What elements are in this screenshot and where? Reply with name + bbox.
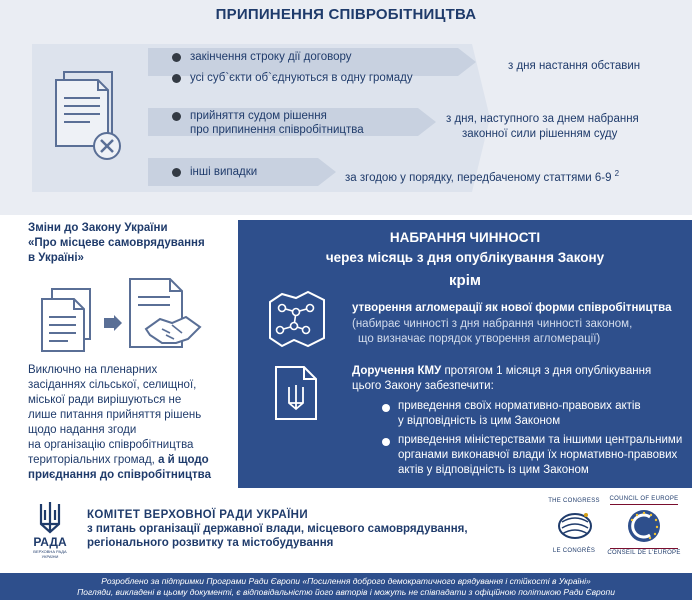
documents-icon (38, 287, 100, 353)
bullet-dot (382, 404, 390, 412)
termination-item-2: усі суб`єкти об`єднуються в одну громаду (190, 72, 413, 84)
bullet-dot (172, 112, 181, 121)
committee-line3: регіонального розвитку та містобудування (87, 537, 334, 549)
document-cancel-icon (50, 70, 130, 162)
handshake-document-icon (126, 277, 204, 357)
law-body-line: міської ради вирішуються не (28, 394, 182, 406)
law-body-line (28, 468, 233, 483)
law-changes-panel (0, 215, 238, 490)
law-header-line2: «Про місцеве самоврядування (28, 237, 205, 249)
termination-item-3 (190, 109, 364, 137)
kmu-bullet-1 (398, 399, 641, 429)
termination-item-1: закінчення строку дії договору (190, 51, 352, 63)
committee-line1: КОМІТЕТ ВЕРХОВНОЇ РАДИ УКРАЇНИ (87, 509, 309, 521)
rada-subtitle-line2: УКРАЇНИ (41, 554, 59, 559)
result-2-line1: з дня, наступного за днем набрання (446, 113, 639, 125)
law-body-bold-a: а й щодо (158, 454, 209, 466)
entry-except: крім (449, 272, 481, 289)
coe-bottom-label: CONSEIL DE L'EUROPE (607, 550, 681, 556)
law-body-line: лише питання прийняття рішень (28, 409, 202, 421)
entry-title: НАБРАННЯ ЧИННОСТІ (389, 230, 541, 245)
kmu-bullet-2 (398, 433, 682, 478)
rada-wordmark: РАДА (33, 535, 67, 549)
coe-top-label: COUNCIL OF EUROPE (609, 496, 679, 502)
result-3 (345, 166, 619, 186)
kmu-bullet-2-line2: органами виконавчої влади їх нормативно-правових (398, 449, 678, 461)
termination-section (0, 0, 692, 215)
result-3-text: за згодою у порядку, передбаченому статтями 6-9 (345, 171, 612, 184)
agglomeration-note-line1: (набирає чинності з дня набрання чинності законом, (352, 318, 633, 330)
disclaimer-line1: Розроблено за підтримки Програми Ради Європи «Посилення доброго демократичного врядування і стійкості в Україні» (101, 576, 591, 586)
termination-item-3-line1: прийняття судом рішення (190, 110, 327, 122)
bullet-dot (172, 74, 181, 83)
congress-logo (556, 506, 594, 544)
section-title: ПРИПИНЕННЯ СПІВРОБІТНИЦТВА (215, 6, 477, 23)
result-2-line2: законної сили рішенням суду (462, 128, 618, 140)
law-body-text: територіальних громад, (28, 454, 155, 466)
law-body-line (28, 453, 233, 468)
disclaimer-line2: Погляди, викладені в цьому документі, є відповідальністю його авторів і можуть не співпадати з офіційною політикою Ради Європи (77, 587, 615, 597)
law-body-line: щодо надання згоди (28, 424, 137, 436)
law-changes-header (28, 221, 228, 266)
bullet-dot (172, 168, 181, 177)
kmu-bullet-1-line1: приведення своїх нормативно-правових актів (398, 400, 641, 412)
rada-subtitle (22, 549, 78, 559)
footer (0, 492, 692, 572)
agglomeration-text (352, 301, 671, 316)
entry-subtitle: через місяць з дня опублікування Закону (325, 250, 605, 265)
kmu-line1: протягом 1 місяця з дня опублікування (444, 365, 652, 377)
trident-logo (38, 500, 62, 534)
entry-into-force-panel (238, 220, 692, 488)
result-3-superscript: 2 (614, 169, 620, 178)
law-changes-body (28, 363, 233, 483)
kmu-bold: Доручення КМУ (352, 365, 442, 377)
right-arrow-icon (104, 315, 122, 331)
law-body-line: на організацію співробітництва (28, 439, 194, 451)
termination-item-3-line2: про припинення співробітництва (190, 124, 364, 136)
law-header-line1: Зміни до Закону України (28, 222, 168, 234)
kmu-bullet-1-line2: у відповідність із цим Законом (398, 415, 561, 427)
kmu-bullet-2-line1: приведення міністерствами та іншими центральними (398, 434, 683, 446)
termination-item-4: інші випадки (190, 166, 258, 178)
kmu-bullet-2-line3: актів у відповідність із цим Законом (398, 464, 589, 476)
result-2 (446, 112, 639, 142)
agglomeration-note (352, 317, 632, 347)
result-1: з дня настання обставин (508, 60, 641, 72)
law-body-line: засіданнях сільської, селищної, (28, 379, 197, 391)
bullet-dot (382, 438, 390, 446)
agglomeration-note-line2: що визначає порядок утворення агломерації) (358, 333, 601, 345)
law-body-bold-b: приєднання до співробітництва (28, 469, 211, 481)
kmu-text (352, 364, 651, 394)
coe-top-rule (610, 504, 678, 505)
bullet-dot (172, 53, 181, 62)
law-header-line3: в Україні» (28, 252, 84, 264)
agglomeration-map-icon (266, 288, 328, 350)
coe-bottom-rule (610, 548, 678, 549)
rada-subtitle-line1: ВЕРХОВНА РАДА (33, 549, 67, 554)
committee-name (87, 508, 517, 550)
kmu-line2: цього Закону забезпечити: (352, 380, 494, 392)
congress-bottom-label: LE CONGRÈS (552, 548, 596, 554)
trident-document-icon (274, 365, 318, 421)
council-of-europe-logo (626, 508, 662, 544)
disclaimer-bar (0, 573, 692, 600)
committee-line2: з питань організації державної влади, місцевого самоврядування, (87, 523, 468, 535)
congress-top-label: THE CONGRESS (548, 498, 600, 504)
law-body-line: Виключно на пленарних (28, 364, 158, 376)
agglomeration-bold: утворення агломерації як нової форми співробітництва (352, 302, 672, 314)
